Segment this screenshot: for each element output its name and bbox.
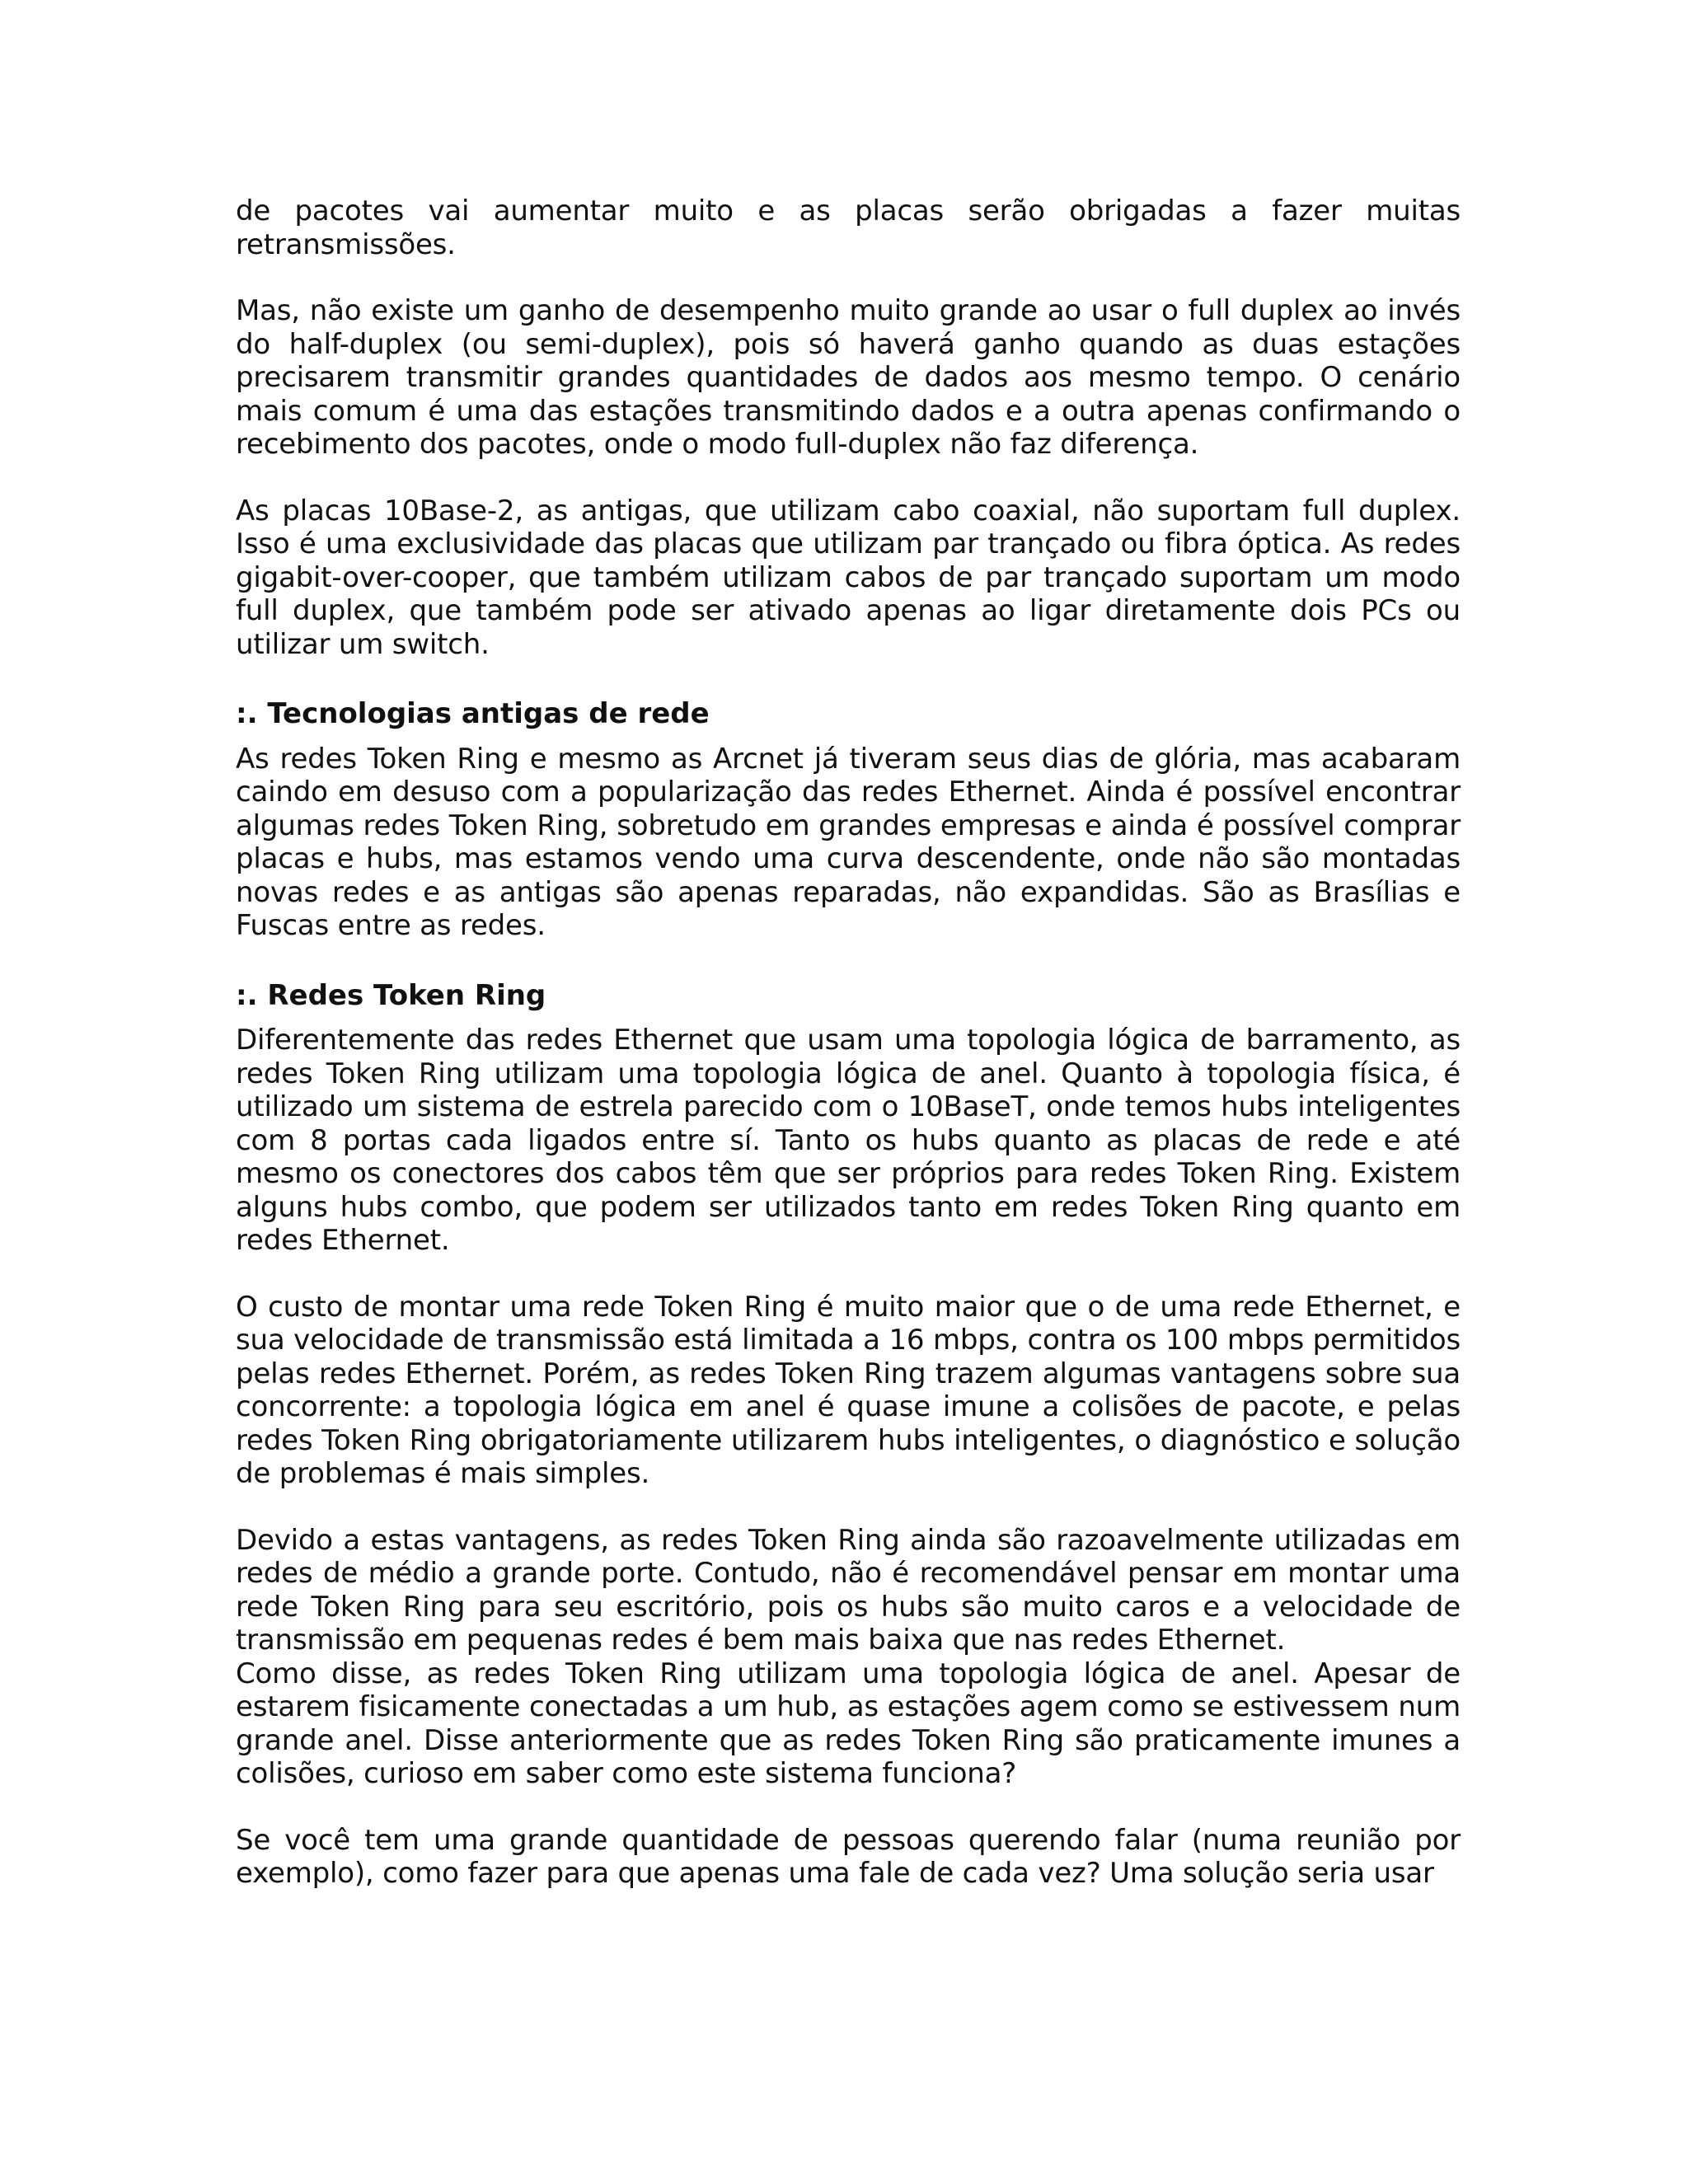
paragraph: O custo de montar uma rede Token Ring é muito maior que o de uma rede Ethernet, e sua velocidade de transmissão está limitada a 16 mbps, contra os 100 mbps permitidos pelas redes Ethernet. Porém, as redes Token Ring trazem algumas vantagens sobre sua concorrente: a topologia lógica em anel é quase imune a colisões de pacote, e pelas redes Token Ring obrigatoriamente utilizarem hubs inteligentes, o diagnóstico e solução de problemas é mais simples. [236, 1290, 1461, 1490]
spacer [236, 943, 1461, 979]
document-page [236, 194, 1461, 1891]
paragraph: As redes Token Ring e mesmo as Arcnet já tiveram seus dias de glória, mas acabaram caindo em desuso com a popularização das redes Ethernet. Ainda é possível encontrar algumas redes Token Ring, sobretudo em grandes empresas e ainda é possível comprar placas e hubs, mas estamos vendo uma curva descendente, onde não são montadas novas redes e as antigas são apenas reparadas, não expandidas. São as Brasílias e Fuscas entre as redes. [236, 742, 1461, 942]
spacer [236, 1491, 1461, 1524]
paragraph: Como disse, as redes Token Ring utilizam uma topologia lógica de anel. Apesar de estarem fisicamente conectadas a um hub, as estações agem como se estivessem num grande anel. Disse anteriormente que as redes Token Ring são praticamente imunes a colisões, curioso em saber como este sistema funciona? [236, 1657, 1461, 1790]
section-heading: :. Redes Token Ring [236, 978, 546, 1012]
section-heading: :. Tecnologias antigas de rede [236, 697, 710, 730]
spacer [236, 462, 1461, 494]
spacer [236, 1791, 1461, 1824]
spacer [236, 1012, 1461, 1024]
paragraph: Devido a estas vantagens, as redes Token Ring ainda são razoavelmente utilizadas em redes de médio a grande porte. Contudo, não é recomendável pensar em montar uma rede Token Ring para seu escritório, pois os hubs são muito caros e a velocidade de transmissão em pequenas redes é bem mais baixa que nas redes Ethernet. [236, 1523, 1461, 1657]
paragraph: Se você tem uma grande quantidade de pessoas querendo falar (numa reunião por exemplo), como fazer para que apenas uma fale de cada vez? Uma solução seria usar [236, 1823, 1461, 1890]
paragraph: Diferentemente das redes Ethernet que usam uma topologia lógica de barramento, as redes Token Ring utilizam uma topologia lógica de anel. Quanto à topologia física, é utilizado um sistema de estrela parecido com o 10BaseT, onde temos hubs inteligentes com 8 portas cada ligados entre sí. Tanto os hubs quanto as placas de rede e até mesmo os conectores dos cabos têm que ser próprios para redes Token Ring. Existem alguns hubs combo, que podem ser utilizados tanto em redes Token Ring quanto em redes Ethernet. [236, 1024, 1461, 1257]
spacer [236, 261, 1461, 294]
spacer [236, 661, 1461, 697]
paragraph: de pacotes vai aumentar muito e as placas serão obrigadas a fazer muitas retransmissões. [236, 194, 1461, 261]
paragraph: Mas, não existe um ganho de desempenho muito grande ao usar o full duplex ao invés do half-duplex (ou semi-duplex), pois só haverá ganho quando as duas estações precisarem transmitir grandes quantidades de dados aos mesmo tempo. O cenário mais comum é uma das estações transmitindo dados e a outra apenas confirmando o recebimento dos pacotes, onde o modo full-duplex não faz diferença. [236, 294, 1461, 461]
spacer [236, 731, 1461, 743]
spacer [236, 1258, 1461, 1291]
paragraph: As placas 10Base-2, as antigas, que utilizam cabo coaxial, não suportam full duplex. Isso é uma exclusividade das placas que utilizam par trançado ou fibra óptica. As redes gigabit-over-cooper, que também utilizam cabos de par trançado suportam um modo full duplex, que também pode ser ativado apenas ao ligar diretamente dois PCs ou utilizar um switch. [236, 494, 1461, 661]
